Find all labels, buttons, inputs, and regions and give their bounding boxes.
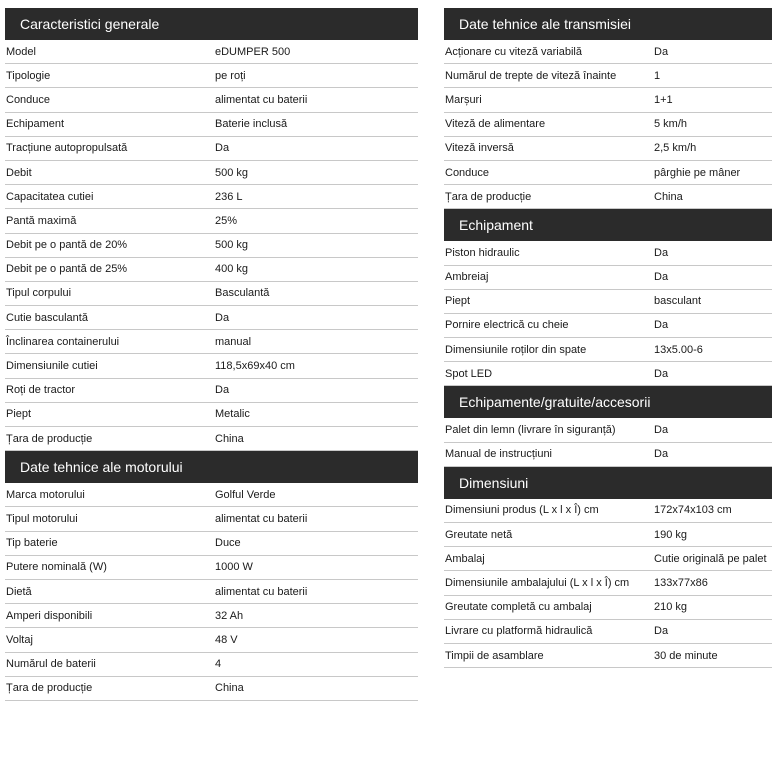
section-title: Date tehnice ale transmisiei [444, 8, 772, 40]
spec-row [444, 40, 772, 64]
section-title: Echipament [444, 209, 772, 241]
spec-value: basculant [654, 295, 702, 308]
spec-row [5, 137, 418, 161]
section-title: Echipamente/gratuite/accesorii [444, 386, 772, 418]
spec-value: alimentat cu baterii [215, 585, 308, 598]
spec-value: 32 Ah [215, 609, 244, 622]
spec-label: Tipul corpului [6, 287, 72, 300]
spec-label: Tipologie [6, 69, 51, 82]
spec-value: 2,5 km/h [654, 142, 697, 155]
spec-row [5, 556, 418, 580]
spec-label: Voltaj [6, 633, 33, 646]
spec-row [5, 677, 418, 701]
spec-value: 500 kg [215, 239, 249, 252]
spec-value: alimentat cu baterii [215, 93, 308, 106]
spec-row [5, 258, 418, 282]
spec-label: Dimensiuni produs (L x l x Î) cm [445, 504, 599, 517]
spec-row [5, 403, 418, 427]
spec-label: Manual de instrucțiuni [445, 448, 553, 461]
spec-label: Debit [6, 166, 32, 179]
spec-label: Țara de producție [445, 190, 532, 203]
spec-value: 133x77x86 [654, 576, 708, 589]
spec-section-date-tehnice-ale-transmisiei [444, 8, 772, 209]
spec-row [444, 362, 772, 386]
spec-label: Capacitatea cutiei [6, 190, 94, 203]
spec-value: pârghie pe mâner [654, 166, 741, 179]
spec-row [444, 137, 772, 161]
spec-label: Roți de tractor [6, 384, 76, 397]
spec-row [444, 418, 772, 442]
spec-value: Baterie inclusă [215, 118, 288, 131]
spec-row [5, 306, 418, 330]
spec-label: Viteză inversă [445, 142, 514, 155]
spec-value: 400 kg [215, 263, 249, 276]
spec-row [5, 580, 418, 604]
spec-row [5, 64, 418, 88]
spec-row [444, 88, 772, 112]
spec-value: Basculantă [215, 287, 270, 300]
spec-row [5, 282, 418, 306]
spec-row [5, 234, 418, 258]
spec-value: Duce [215, 537, 241, 550]
spec-label: Livrare cu platformă hidraulică [445, 625, 593, 638]
spec-value: 118,5x69x40 cm [215, 360, 295, 373]
spec-label: Putere nominală (W) [6, 561, 107, 574]
spec-value: alimentat cu baterii [215, 512, 308, 525]
spec-row [5, 507, 418, 531]
spec-label: Ambalaj [445, 552, 485, 565]
spec-row [444, 64, 772, 88]
spec-value: Da [654, 625, 669, 638]
spec-label: Numărul de trepte de viteză înainte [445, 69, 617, 82]
spec-row [444, 644, 772, 668]
spec-row [5, 653, 418, 677]
spec-value: Da [654, 45, 669, 58]
spec-label: Ambreiaj [445, 271, 489, 284]
spec-row [444, 290, 772, 314]
spec-value: Da [654, 271, 669, 284]
spec-value: Da [654, 448, 669, 461]
spec-label: Debit pe o pantă de 20% [6, 239, 128, 252]
spec-value: 5 km/h [654, 118, 688, 131]
spec-value: 210 kg [654, 601, 688, 614]
spec-label: Tracțiune autopropulsată [6, 142, 128, 155]
spec-value: 13x5.00-6 [654, 343, 703, 356]
spec-value: 4 [215, 658, 222, 671]
spec-value: 190 kg [654, 528, 688, 541]
spec-row [5, 330, 418, 354]
spec-row [444, 161, 772, 185]
spec-label: Pantă maximă [6, 214, 77, 227]
spec-label: Dimensiunile roților din spate [445, 343, 587, 356]
spec-label: Spot LED [445, 367, 493, 380]
spec-label: Piept [6, 408, 32, 421]
spec-value: Da [215, 311, 230, 324]
spec-row [444, 266, 772, 290]
spec-label: Timpii de asamblare [445, 649, 544, 662]
spec-value: 48 V [215, 633, 238, 646]
spec-row [5, 354, 418, 378]
spec-row [5, 40, 418, 64]
right-column [444, 8, 772, 668]
spec-row [444, 185, 772, 209]
spec-value: China [215, 432, 244, 445]
spec-value: 25% [215, 214, 238, 227]
spec-value: China [654, 190, 683, 203]
spec-label: Piston hidraulic [445, 246, 520, 259]
spec-row [5, 427, 418, 451]
spec-section-echipamente-gratuite-accesorii [444, 386, 772, 466]
spec-row [5, 532, 418, 556]
spec-row [5, 113, 418, 137]
spec-row [444, 443, 772, 467]
spec-value: Da [215, 384, 230, 397]
spec-section-date-tehnice-ale-motorului [5, 451, 418, 701]
spec-row [444, 571, 772, 595]
spec-row [444, 241, 772, 265]
spec-value: Da [654, 319, 669, 332]
spec-label: Greutate netă [445, 528, 513, 541]
spec-value: manual [215, 335, 252, 348]
spec-section-dimensiuni [444, 467, 772, 668]
section-title: Dimensiuni [444, 467, 772, 499]
spec-value: 1 [654, 69, 661, 82]
spec-row [444, 596, 772, 620]
spec-label: Greutate completă cu ambalaj [445, 601, 592, 614]
spec-row [444, 314, 772, 338]
spec-row [444, 499, 772, 523]
spec-row [5, 161, 418, 185]
spec-row [444, 523, 772, 547]
spec-row [444, 338, 772, 362]
spec-value: Da [654, 246, 669, 259]
spec-value: Metalic [215, 408, 250, 421]
spec-section-caracteristici-generale [5, 8, 418, 451]
spec-label: Dimensiunile ambalajului (L x l x Î) cm [445, 576, 630, 589]
spec-value: 1000 W [215, 561, 253, 574]
spec-label: Țara de producție [6, 432, 93, 445]
spec-label: Amperi disponibili [6, 609, 93, 622]
spec-value: eDUMPER 500 [215, 45, 291, 58]
spec-label: Model [6, 45, 36, 58]
spec-row [444, 113, 772, 137]
spec-value: Cutie originală pe palet [654, 552, 767, 565]
spec-row [5, 379, 418, 403]
spec-row [5, 88, 418, 112]
spec-value: 30 de minute [654, 649, 718, 662]
spec-value: Da [654, 367, 669, 380]
spec-label: Dietă [6, 585, 32, 598]
spec-row [444, 547, 772, 571]
spec-label: Conduce [6, 93, 51, 106]
spec-value: Golful Verde [215, 488, 276, 501]
spec-label: Echipament [6, 118, 65, 131]
spec-label: Pornire electrică cu cheie [445, 319, 569, 332]
spec-label: Tip baterie [6, 537, 58, 550]
spec-section-echipament [444, 209, 772, 386]
spec-label: Cutie basculantă [6, 311, 88, 324]
spec-label: Tipul motorului [6, 512, 78, 525]
spec-label: Conduce [445, 166, 490, 179]
spec-row [5, 604, 418, 628]
spec-label: Palet din lemn (livrare în siguranță) [445, 424, 616, 437]
spec-label: Acționare cu viteză variabilă [445, 45, 582, 58]
spec-label: Țara de producție [6, 682, 93, 695]
spec-label: Numărul de baterii [6, 658, 96, 671]
section-title: Date tehnice ale motorului [5, 451, 418, 483]
spec-label: Viteză de alimentare [445, 118, 546, 131]
left-column [5, 8, 418, 701]
spec-value: Da [654, 424, 669, 437]
spec-value: pe roți [215, 69, 246, 82]
spec-row [5, 628, 418, 652]
spec-value: 236 L [215, 190, 243, 203]
spec-label: Marșuri [445, 93, 482, 106]
spec-label: Piept [445, 295, 471, 308]
spec-row [5, 185, 418, 209]
spec-label: Dimensiunile cutiei [6, 360, 98, 373]
spec-label: Debit pe o pantă de 25% [6, 263, 128, 276]
spec-row [444, 620, 772, 644]
spec-value: China [215, 682, 244, 695]
spec-value: 172x74x103 cm [654, 504, 732, 517]
spec-row [5, 483, 418, 507]
spec-value: Da [215, 142, 230, 155]
spec-row [5, 209, 418, 233]
spec-label: Înclinarea containerului [6, 335, 120, 348]
spec-label: Marca motorului [6, 488, 85, 501]
section-title: Caracteristici generale [5, 8, 418, 40]
spec-value: 500 kg [215, 166, 249, 179]
spec-value: 1+1 [654, 93, 673, 106]
